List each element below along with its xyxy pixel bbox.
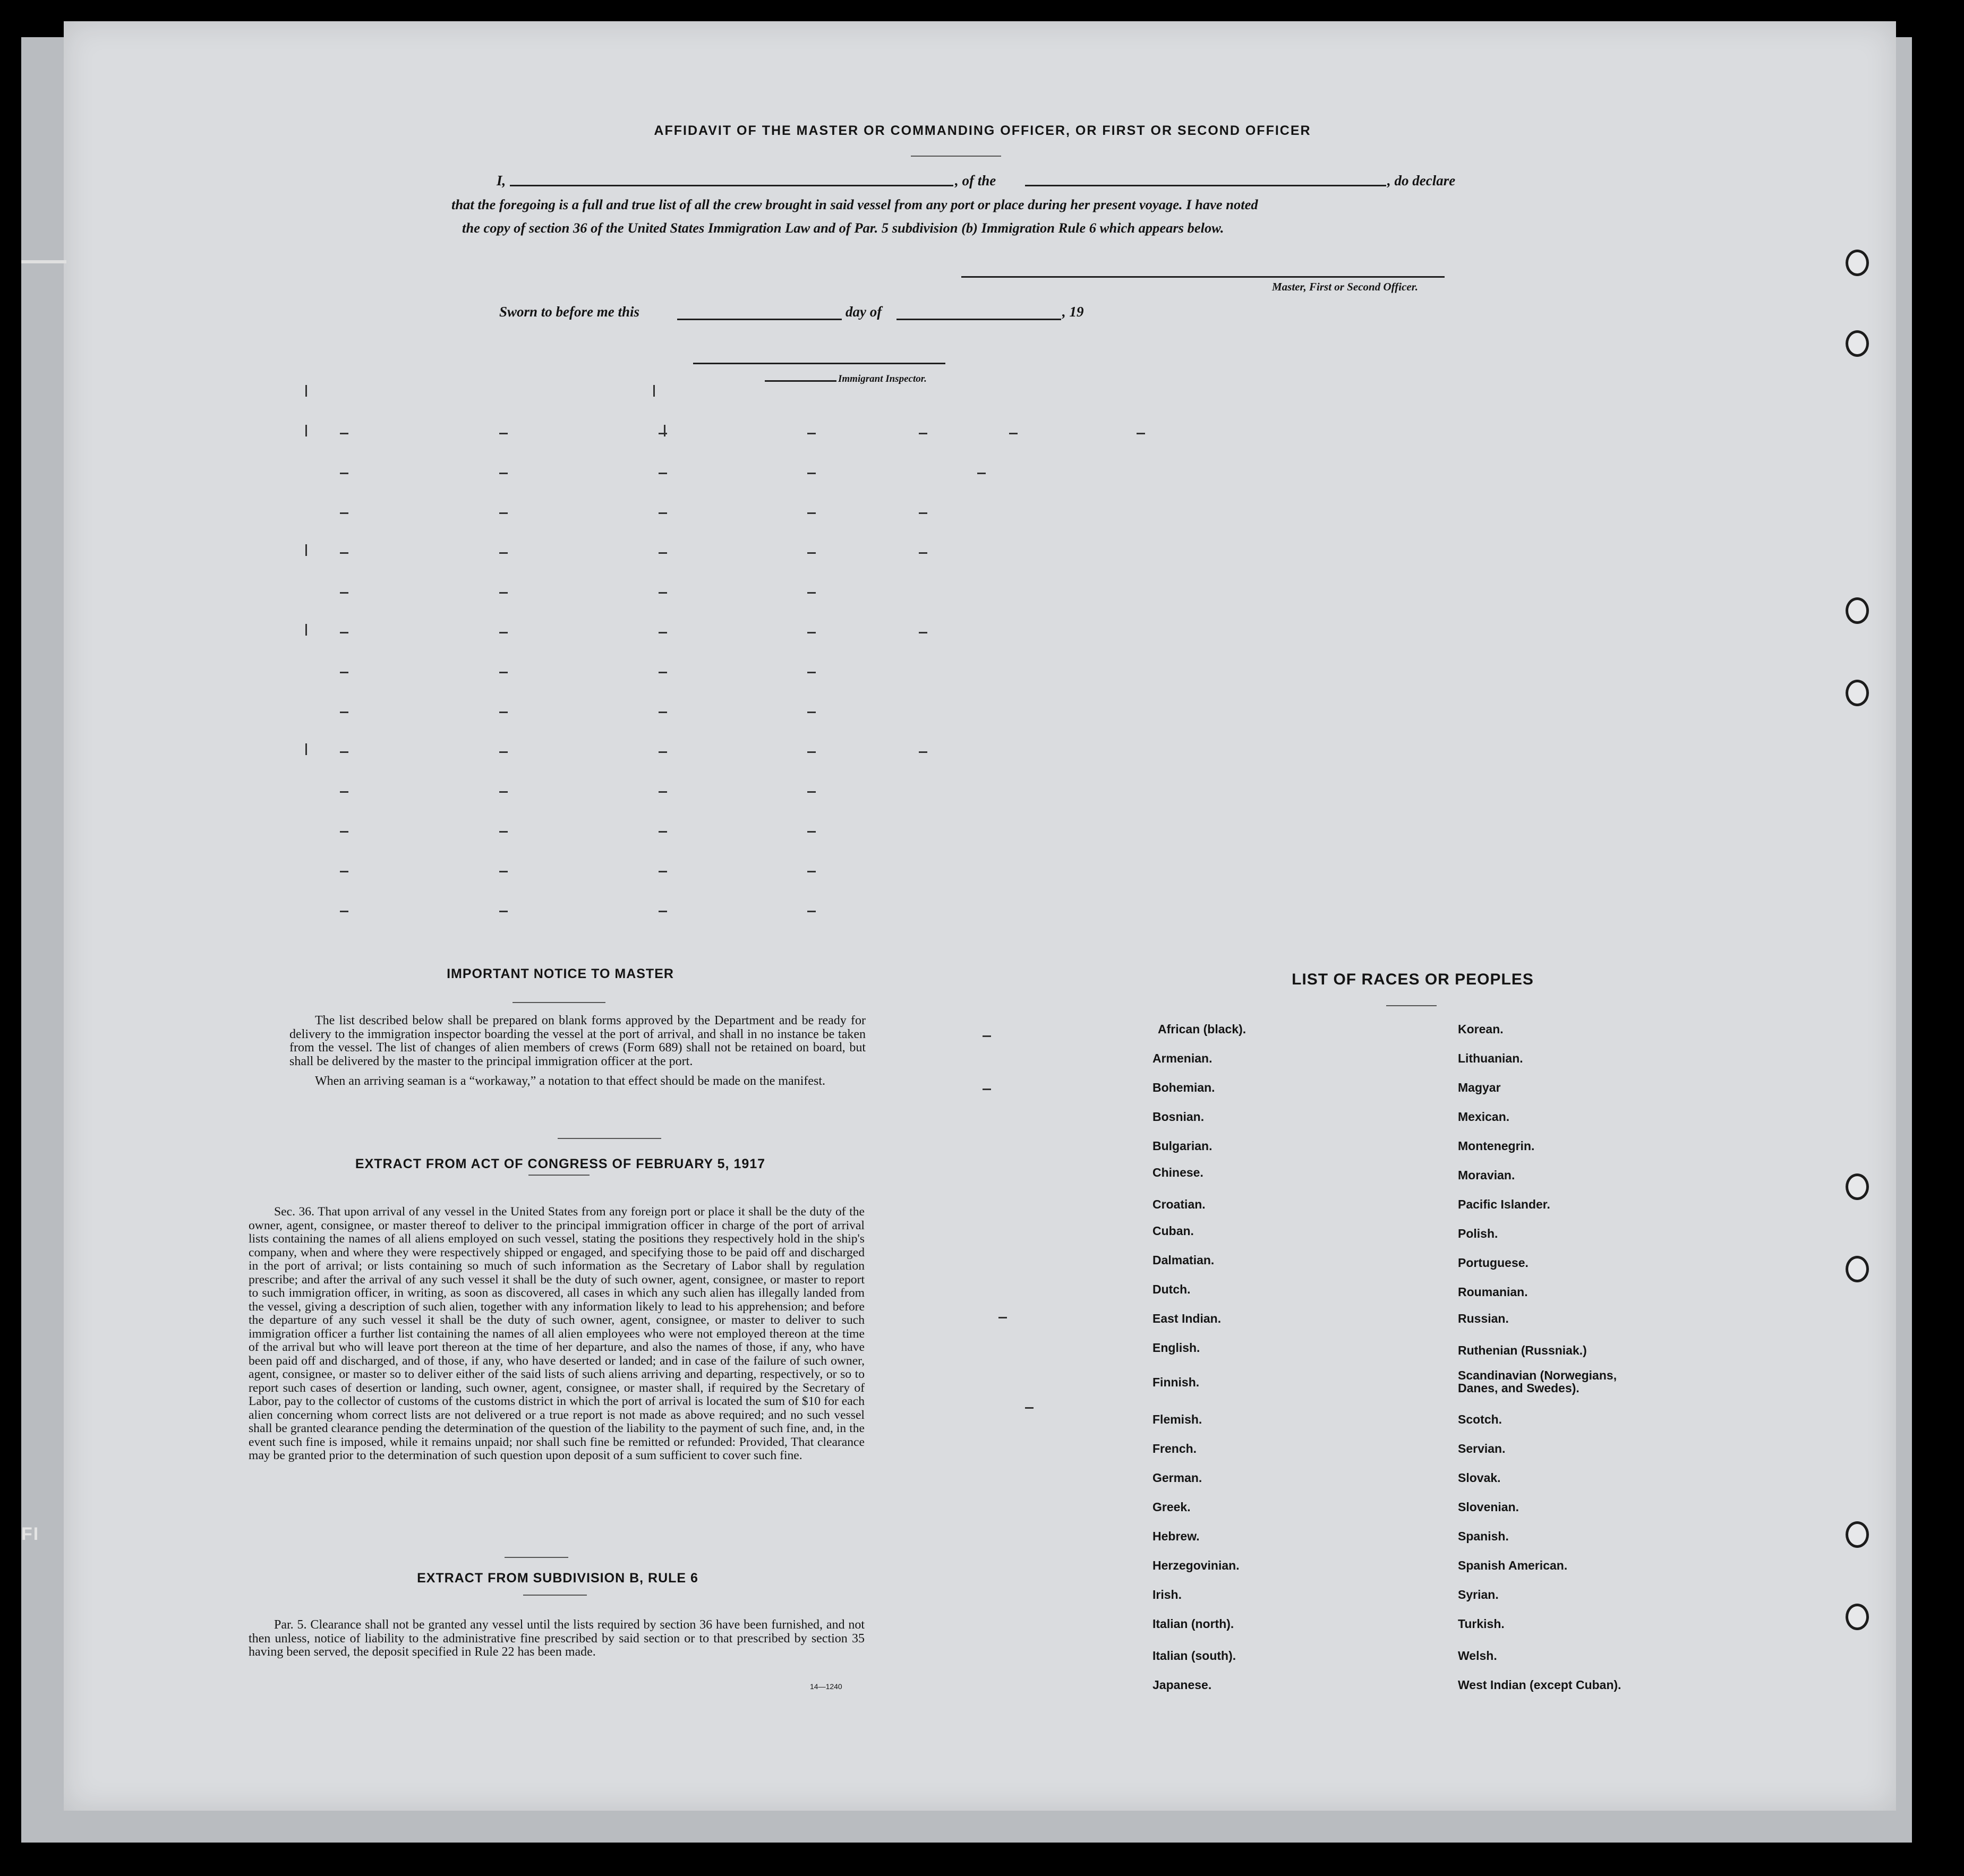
punch-hole-icon [1846,330,1869,357]
race-item: Slovak. [1458,1471,1501,1485]
punch-hole-icon [1846,680,1869,706]
race-item: Polish. [1458,1227,1498,1240]
punch-hole-icon [1846,597,1869,624]
inspector-signature-line [693,363,945,364]
race-item: Spanish. [1458,1529,1509,1543]
race-item: Dalmatian. [1152,1253,1215,1267]
punch-hole-icon [1846,1604,1869,1630]
punch-hole-icon [1846,1173,1869,1200]
margin-fragment: FI [21,1524,40,1544]
race-item: Syrian. [1458,1588,1499,1601]
affidavit-line-3: the copy of section 36 of the United States Immigration Law and of Par. 5 subdivision (b) Immigration Rule 6 which appears below. [462,220,1224,236]
race-item: Croatian. [1152,1197,1206,1211]
extract-rule-body [249,1618,865,1659]
race-item: East Indian. [1152,1312,1222,1325]
sworn-prefix: Sworn to before me this [499,304,640,320]
race-item: Bulgarian. [1152,1139,1212,1153]
extract-rule-title: EXTRACT FROM SUBDIVISION B, RULE 6 [417,1571,698,1586]
race-item: Roumanian. [1458,1285,1528,1299]
race-item: Spanish American. [1458,1558,1568,1572]
race-item: Japanese. [1152,1678,1212,1692]
signature-line [961,276,1445,278]
affidavit-i: I, [497,173,506,189]
race-item: Bosnian. [1152,1110,1205,1124]
race-item: Chinese. [1152,1166,1203,1179]
race-item: Turkish. [1458,1617,1505,1631]
sworn-day-line [677,319,842,320]
race-item: Montenegrin. [1458,1139,1535,1153]
race-item: Scotch. [1458,1412,1502,1426]
sworn-month-line [896,319,1061,320]
race-item: African (black). [1158,1022,1246,1036]
punch-hole-icon [1846,1256,1869,1282]
race-item: Italian (south). [1152,1649,1236,1663]
race-item: Servian. [1458,1442,1506,1455]
affidavit-title: AFFIDAVIT OF THE MASTER OR COMMANDING OFFICER, OR FIRST OR SECOND OFFICER [654,123,1311,138]
race-item: Cuban. [1152,1224,1194,1238]
race-item: French. [1152,1442,1197,1455]
race-item: Korean. [1458,1022,1504,1036]
inspector-short-line [765,380,836,382]
vessel-name-line [1025,185,1386,186]
extract-act-body [249,1205,865,1463]
race-item: Slovenian. [1458,1500,1519,1514]
notice-paragraph-1: The list described below shall be prepared on blank forms approved by the Department and be ready for delivery to the immigration inspector boarding the vessel at the port of arrival, and shall in no instance be taken from the vessel. The list of changes of alien members of crews (Form 689) shall not be retained on board, but shall be delivered by the master to the principal immigration officer at the port. [289,1014,866,1068]
race-item: Russian. [1458,1312,1509,1325]
race-item: Mexican. [1458,1110,1510,1124]
race-item: Irish. [1152,1588,1182,1601]
notice-paragraph-2: When an arriving seaman is a “workaway,” a notation to that effect should be made on the manifest. [315,1074,825,1088]
race-item: Flemish. [1152,1412,1202,1426]
affidavit-declare: , do declare [1387,173,1456,189]
race-item: Dutch. [1152,1282,1191,1296]
margin-bar [21,260,66,263]
affidavit-line-2: that the foregoing is a full and true list of all the crew brought in said vessel from any port or place during her present voyage. I have noted [451,196,1258,212]
form-number: 14—1240 [810,1682,842,1691]
divider [528,1175,590,1176]
affidavit-of-the: , of the [955,173,996,189]
divider [505,1557,568,1558]
race-item: Ruthenian (Russniak.) [1458,1343,1587,1357]
race-item: Finnish. [1152,1375,1200,1389]
extract-act-paragraph: Sec. 36. That upon arrival of any vessel in the United States from any foreign port or place it shall be the duty of the owner, agent, consignee, or master thereof to deliver to the principal immigration officer in charge of the port of arrival lists containing the names of all aliens employed on such vessel, stating the positions they respectively hold in the ship's company, when and where they were respectively shipped or engaged, and specifying those to be paid off and discharged in the port of arrival; or lists containing so much of such information as the Secretary of Labor shall by regulation prescribe; and after the arrival of any such vessel it shall be the duty of such owner, agent, consignee, or master to report to such immigration officer, in writing, as soon as discovered, all cases in which any such alien has illegally landed from the vessel, giving a description of such alien, together with any information likely to lead to his apprehension; and before the departure of any such vessel it shall be the duty of such owner, agent, consignee, or master to deliver to such immigration officer a further list containing the names of all alien employees who were not employed thereon at the time of the arrival but who will leave port thereon at the time of her departure, and also the names of those, if any, who have been paid off and discharged, and of those, if any, who have deserted or landed; and in case of the failure of such owner, agent, consignee, or master so to deliver either of the said lists of such aliens arriving and departing, respectively, or so to report such cases of desertion or landing, such owner, agent, consignee, or master shall, if required by the Secretary of Labor, pay to the collector of customs of the customs district in which the port of arrival is located the sum of $10 for each alien concerning whom correct lists are not delivered or a true report is not made as above required; and no such vessel shall be granted clearance pending the determination of the question of the liability to the payment of such fine, and, in the event such fine is imposed, while it remains unpaid; nor shall such fine be remitted or refunded: Provided, That clearance may be granted prior to the determination of such question upon deposit of a sum sufficient to cover such fine. [249,1205,865,1462]
sworn-year: , 19 [1062,304,1084,320]
divider [558,1138,661,1139]
race-item: Lithuanian. [1458,1051,1523,1065]
race-item: Greek. [1152,1500,1191,1514]
notice-body [289,1014,866,1089]
race-item: Magyar [1458,1081,1501,1094]
race-item: Armenian. [1152,1051,1212,1065]
race-item: Hebrew. [1152,1529,1200,1543]
notice-title: IMPORTANT NOTICE TO MASTER [447,966,674,981]
race-item: Scandinavian (Norwegians, Danes, and Swedes). [1458,1368,1617,1395]
affiant-name-line [510,185,953,186]
race-item: Herzegovinian. [1152,1558,1240,1572]
punch-hole-icon [1846,250,1869,276]
document-page [64,21,1896,1811]
extract-act-title: EXTRACT FROM ACT OF CONGRESS OF FEBRUARY 5, 1917 [355,1157,766,1171]
divider [523,1595,587,1596]
race-item: German. [1152,1471,1202,1485]
divider [1386,1005,1437,1006]
punch-hole-icon [1846,1521,1869,1548]
race-item: Bohemian. [1152,1081,1215,1094]
divider [513,1002,605,1003]
race-item: English. [1152,1341,1200,1355]
signature-label: Master, First or Second Officer. [1272,280,1418,293]
sworn-day-of: day of [846,304,882,320]
races-title: LIST OF RACES OR PEOPLES [1292,971,1534,988]
race-item: Welsh. [1458,1649,1497,1663]
divider [911,156,1001,157]
extract-rule-paragraph: Par. 5. Clearance shall not be granted any vessel until the lists required by section 36 have been furnished, and not then unless, notice of liability to the administrative fine prescribed by said section or to that prescribed by section 35 having been served, the deposit specified in Rule 22 has been made. [249,1618,865,1659]
race-item: Pacific Islander. [1458,1197,1550,1211]
race-item: West Indian (except Cuban). [1458,1678,1621,1692]
race-item: Moravian. [1458,1168,1515,1182]
race-item: Portuguese. [1458,1256,1528,1270]
race-item: Italian (north). [1152,1617,1234,1631]
inspector-label: Immigrant Inspector. [838,373,927,384]
